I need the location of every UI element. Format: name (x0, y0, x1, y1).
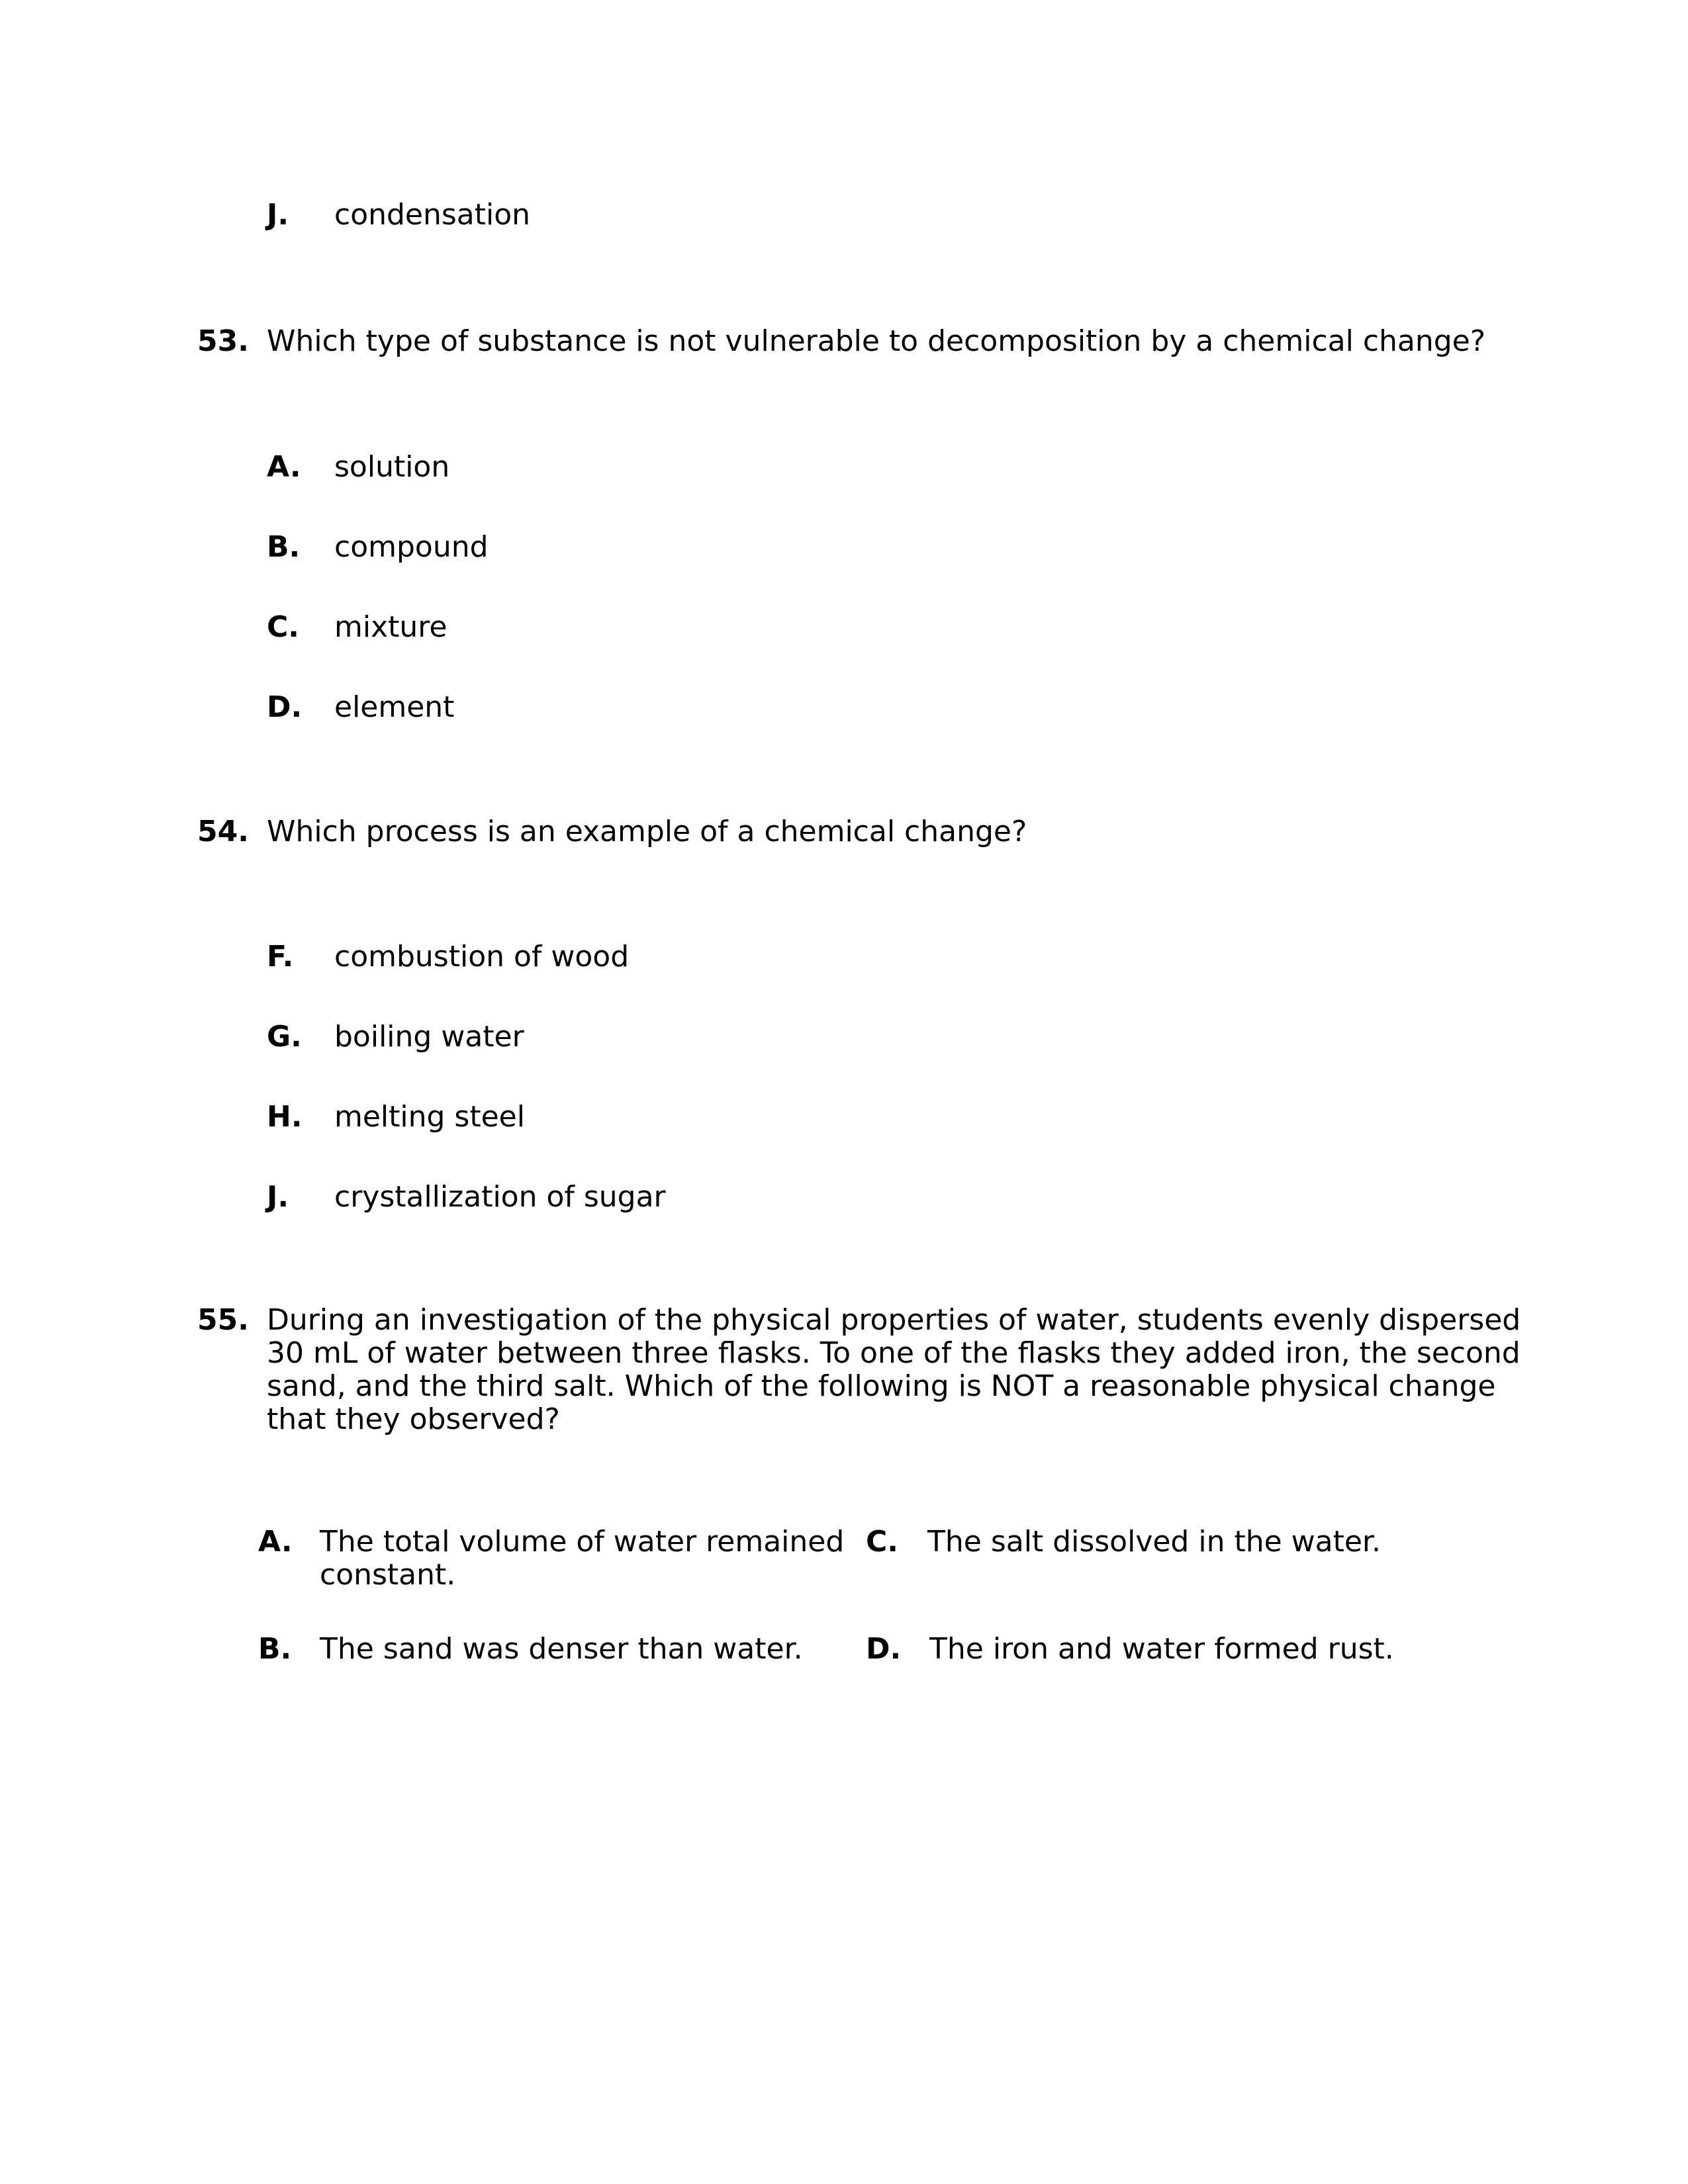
option-text: The salt dissolved in the water. (927, 1525, 1381, 1559)
option-text: The sand was denser than water. (320, 1632, 803, 1666)
question-stem: Which type of substance is not vulnerable to decomposition by a chemical change? (267, 324, 1486, 358)
question-stem-line: 30 mL of water between three flasks. To one of the flasks they added iron, the second (267, 1336, 1521, 1370)
option-text: The iron and water formed rust. (929, 1632, 1394, 1666)
option-letter: B. (258, 1632, 292, 1666)
option-letter: C. (866, 1525, 899, 1559)
question-stem-line: During an investigation of the physical properties of water, students evenly dispersed (267, 1303, 1521, 1337)
option-text: condensation (334, 198, 531, 232)
option-text: mixture (334, 610, 447, 644)
question-number: 53. (197, 324, 249, 358)
option-letter: B. (267, 530, 301, 564)
option-letter: D. (866, 1632, 902, 1666)
option-letter: D. (267, 690, 303, 724)
option-letter: A. (258, 1525, 293, 1559)
option-letter: J. (267, 198, 289, 232)
option-text: element (334, 690, 455, 724)
option-letter: F. (267, 940, 294, 974)
option-text: boiling water (334, 1020, 524, 1054)
question-stem: Which process is an example of a chemical change? (267, 815, 1027, 848)
option-text: crystallization of sugar (334, 1180, 666, 1214)
option-letter: H. (267, 1100, 303, 1134)
option-letter: J. (267, 1180, 289, 1214)
option-letter: A. (267, 450, 301, 484)
question-number: 55. (197, 1303, 249, 1337)
option-text-line: The total volume of water remained (320, 1525, 845, 1559)
option-letter: C. (267, 610, 300, 644)
option-text: compound (334, 530, 489, 564)
question-stem-line: that they observed? (267, 1402, 560, 1436)
option-letter: G. (267, 1020, 302, 1054)
question-number: 54. (197, 815, 249, 848)
question-stem-line: sand, and the third salt. Which of the following is NOT a reasonable physical change (267, 1369, 1496, 1403)
option-text-line: constant. (320, 1558, 456, 1592)
option-text: combustion of wood (334, 940, 630, 974)
option-text: melting steel (334, 1100, 525, 1134)
option-text: solution (334, 450, 450, 484)
